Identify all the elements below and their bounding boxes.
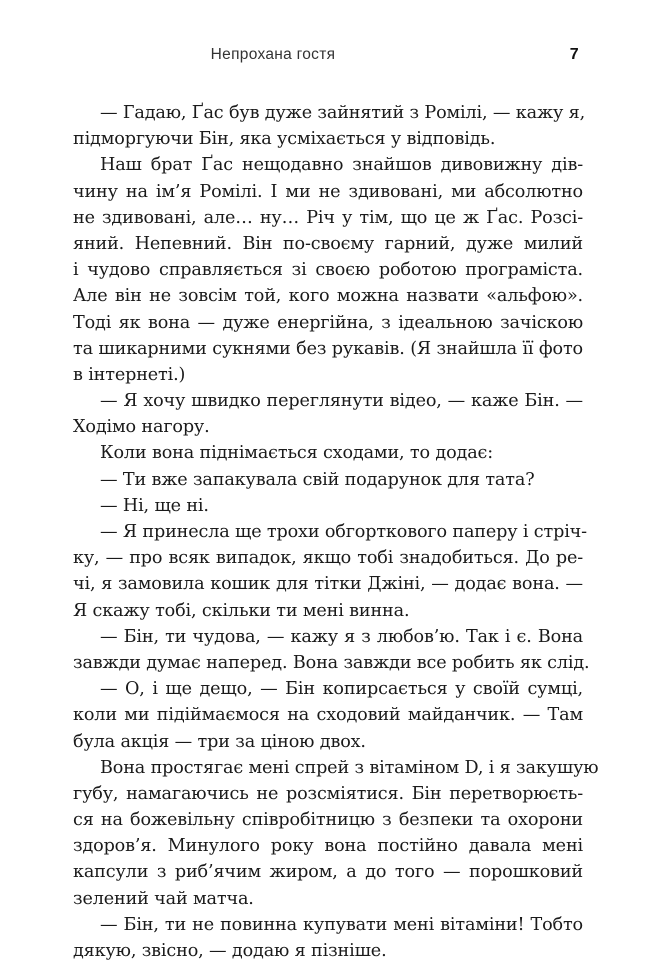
- text-line: — Гадаю, Ґас був дуже зайнятий з Ромілі, — кажу я,: [100, 103, 586, 123]
- page-number: 7: [569, 46, 579, 63]
- text-line: Вона простягає мені спрей з вітаміном D, і я закушую: [100, 757, 599, 778]
- text-line: зелений чай матча.: [73, 888, 254, 909]
- running-head: [73, 46, 583, 68]
- text-line: Тоді як вона — дуже енергійна, з ідеальною зачіскою: [73, 312, 583, 333]
- text-line: — Я принесла ще трохи обгорткового паперу і стріч-: [100, 522, 587, 542]
- text-line: і чудово справляється зі своєю роботою програміста.: [73, 260, 583, 281]
- text-line: — О, і ще дещо, — Бін копирсається у своїй сумці,: [100, 679, 583, 700]
- text-line: ку, — про всяк випадок, якщо тобі знадобиться. До ре-: [73, 548, 583, 569]
- text-line: не здивовані, але… ну… Річ у тім, що це ж Ґас. Розсі-: [73, 207, 583, 228]
- text-line: Але він не зовсім той, кого можна назвати «альфою».: [73, 286, 583, 307]
- text-line: ся на божевільну співробітницю з безпеки та охорони: [73, 810, 583, 831]
- text-line: — Бін, ти чудова, — кажу я з любов’ю. Так і є. Вона: [100, 626, 583, 647]
- text-line: капсули з риб’ячим жиром, а до того — порошковий: [73, 862, 583, 883]
- running-title: Непрохана гостя: [210, 46, 336, 63]
- text-line: завжди думає наперед. Вона завжди все робить як слід.: [73, 652, 590, 673]
- text-line: чину на ім’я Ромілі. І ми не здивовані, ми абсолютно: [73, 181, 583, 202]
- text-line: в інтернеті.): [73, 364, 186, 385]
- text-line: та шикарними сукнями без рукавів. (Я знайшла її фото: [73, 338, 583, 359]
- text-line: Коли вона піднімається сходами, то додає:: [100, 443, 494, 464]
- text-line: губу, намагаючись не розсміятися. Бін перетворюєть-: [73, 783, 583, 804]
- text-line: дякую, звісно, — додаю я пізніше.: [73, 941, 387, 961]
- text-line: Ходімо нагору.: [73, 417, 210, 438]
- text-line: була акція — три за ціною двох.: [73, 731, 366, 752]
- text-line: чі, я замовила кошик для тітки Джіні, — додає вона. —: [73, 574, 583, 595]
- text-line: — Бін, ти не повинна купувати мені вітаміни! Тобто: [100, 914, 583, 935]
- body-text: [73, 100, 599, 964]
- text-line: яний. Непевний. Він по-своєму гарний, дуже милий: [73, 233, 583, 254]
- text-line: Я скажу тобі, скільки ти мені винна.: [73, 600, 410, 621]
- text-line: коли ми підіймаємося на сходовий майданчик. — Там: [73, 705, 583, 726]
- text-line: Наш брат Ґас нещодавно знайшов дивовижну дів-: [100, 155, 583, 176]
- text-line: — Я хочу швидко переглянути відео, — каже Бін. —: [100, 391, 583, 412]
- text-line: підморгуючи Бін, яка усміхається у відповідь.: [73, 129, 496, 150]
- text-line: — Ні, ще ні.: [100, 495, 209, 516]
- text-line: здоров’я. Минулого року вона постійно давала мені: [73, 836, 583, 857]
- text-line: — Ти вже запакувала свій подарунок для тата?: [100, 469, 535, 490]
